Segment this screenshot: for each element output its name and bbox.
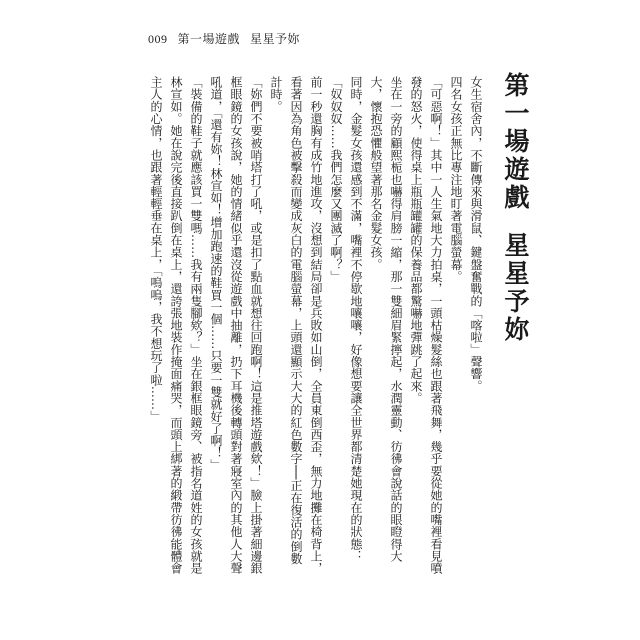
paragraph: 同時，金髮女孩還感到不滿，嘴裡不停歇地嚷嚷，好像想要讓全世界都清楚她現在的狀態：「奴奴奴……我們怎麼又團滅了啊？」 [329, 76, 363, 562]
paragraph: 「裝備的鞋子就應該買一雙嗎……我有兩隻腳欸？」坐在銀框眼鏡旁、被指名道姓的女孩就是林宣如。她在說完後直接趴倒在桌上，還誇張地裝作掩面痛哭，而頭上綁著的緞帶彷彿能體會主人的心情，也跟著輕輕垂在桌上，「嗚嗚，我不想玩了啦……」 [149, 76, 203, 575]
paragraph: 坐在一旁的顧熙栀也嚇得肩膀一縮，那一雙細眉緊擰起，水潤靈動、彷彿會說話的眼瞪得大大，懷抱恐懼般望著那名金髮女孩。 [369, 76, 403, 562]
paragraph: 女生宿舍內，不斷傳來與滑鼠、鍵盤奮戰的「喀啦」聲響。 [469, 76, 483, 392]
body-text [146, 76, 486, 576]
running-head-chapter: 第一場遊戲 [177, 32, 241, 46]
chapter-heading-title: 星星予妳 [501, 232, 530, 344]
paragraph: 四名女孩正無比專注地盯著電腦螢幕。 [449, 76, 463, 283]
paragraph: 前一秒還胸有成竹地進攻，沒想到結局卻是兵敗如山倒，全員東倒西歪，無力地攤在椅背上，看著因為角色被擊殺而變成灰白的電腦螢幕，上頭還顯示大大的紅色數字──正在復活的倒數計時。 [269, 76, 323, 575]
chapter-heading-chapter: 第一場遊戲 [501, 72, 530, 212]
chapter-heading [503, 72, 528, 344]
page-number: 009 [148, 32, 168, 46]
paragraph: 「妳們不要被哨塔打了吼，或是扣了點血就想往回跑啊！這是推塔遊戲欸！」臉上掛著細邊銀框眼鏡的女孩說，她的情緒似乎還沒從遊戲中抽離，扔下耳機後轉頭對著寢室內的其他人大聲吼道，「還有妳！林宣如！增加跑速的鞋買一個……只要一雙就好了啊！」 [209, 76, 263, 575]
running-head [148, 30, 300, 47]
running-head-title: 星星予妳 [250, 32, 301, 46]
paragraph: 「可惡啊！」其中一人生氣地大力拍桌，一頭枯燥髮絲也跟著飛舞，幾乎要從她的嘴裡看見噴發的怒火，使得桌上瓶瓶罐罐的保養品都驚嚇地彈跳了起來。 [409, 76, 443, 575]
